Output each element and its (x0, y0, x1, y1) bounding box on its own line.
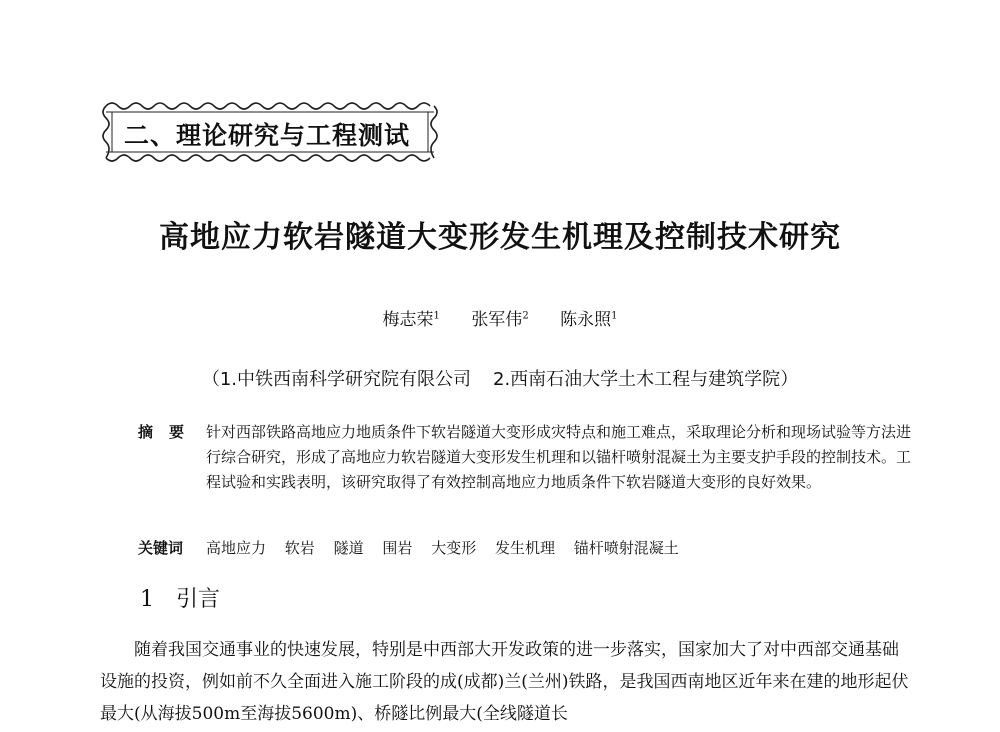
keyword: 隧道 (333, 539, 364, 557)
section-heading-text: 引言 (176, 587, 221, 612)
affiliations (0, 365, 1000, 391)
keywords-label: 关键词 (138, 539, 184, 557)
author-name: 张军伟 (471, 310, 523, 330)
keyword: 发生机理 (494, 539, 555, 557)
keyword: 围岩 (382, 539, 413, 557)
affiliation-mark: 1 (611, 310, 618, 322)
affiliation-close-paren: ） (780, 369, 799, 390)
abstract-label: 摘要 (138, 423, 201, 441)
section-banner (100, 100, 440, 164)
author-name: 梅志荣 (382, 310, 434, 330)
section-number: 1 (140, 587, 154, 612)
author (560, 310, 617, 330)
affiliation-mark: 1 (433, 310, 440, 322)
keyword: 锚杆喷射混凝土 (573, 539, 679, 557)
keyword: 大变形 (431, 539, 477, 557)
keyword: 软岩 (284, 539, 315, 557)
author (383, 310, 440, 330)
affiliation-1: 1.中铁西南科学研究院有限公司 (219, 369, 471, 390)
affiliation-mark: 2 (522, 310, 529, 322)
affiliation-2: 2.西南石油大学土木工程与建筑学院 (493, 369, 781, 390)
author-name: 陈永照 (560, 310, 612, 330)
author (471, 310, 528, 330)
paper-title: 高地应力软岩隧道大变形发生机理及控制技术研究 (159, 220, 841, 255)
abstract-text: 针对西部铁路高地应力地质条件下软岩隧道大变形成灾特点和施工难点，采取理论分析和现场试验等方法进行综合研究，形成了高地应力软岩隧道大变形发生机理和以锚杆喷射混凝土为主要支护手段的控制技术。工程试验和实践表明，该研究取得了有效控制高地应力地质条件下软岩隧道大变形的良好效果。 (206, 423, 912, 491)
author-list (0, 305, 1000, 330)
intro-paragraph: 随着我国交通事业的快速发展，特别是中西部大开发政策的进一步落实，国家加大了对中西部交通基础设施的投资，例如前不久全面进入施工阶段的成(成都)兰(兰州)铁路，是我国西南地区近年来在建的地形起伏最大(从海拔500m至海拔5600m)、桥隧比例最大(全线隧道长 (100, 640, 909, 724)
section-heading (140, 582, 220, 613)
section-title: 二、理论研究与工程测试 (124, 121, 411, 150)
keyword: 高地应力 (206, 539, 267, 557)
affiliation-open-paren: （ (201, 369, 220, 390)
keyword-list (206, 537, 693, 558)
